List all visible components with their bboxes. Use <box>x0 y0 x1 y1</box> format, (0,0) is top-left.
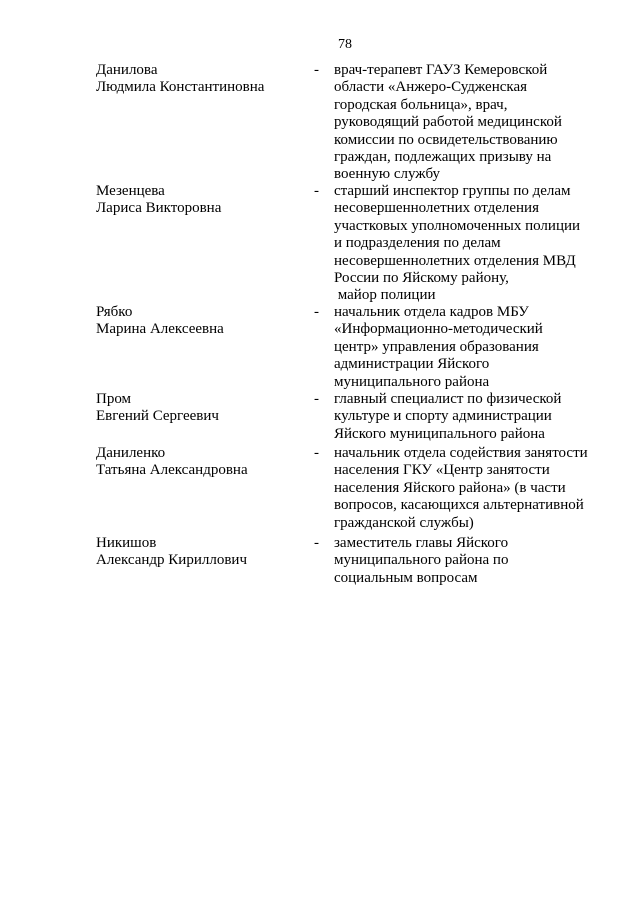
member-position <box>334 535 596 587</box>
position-line: населения ГКУ «Центр занятости <box>334 462 550 479</box>
position-line: начальник отдела кадров МБУ <box>334 304 529 320</box>
position-line: начальник отдела содействия занятости <box>334 445 588 461</box>
position-line: муниципального района <box>334 373 490 390</box>
member-entry <box>96 304 606 391</box>
separator-dash: - <box>314 445 319 461</box>
position-line: культуре и спорту администрации <box>334 408 552 425</box>
member-position <box>334 391 596 443</box>
position-line: руководящий работой медицинской <box>334 114 562 131</box>
member-given-name: Евгений Сергеевич <box>96 408 219 425</box>
member-entry <box>96 445 606 535</box>
separator-dash: - <box>314 535 319 551</box>
position-line: администрации Яйского <box>334 356 490 373</box>
member-entry <box>96 62 606 183</box>
page-number: 78 <box>338 37 352 52</box>
position-line: несовершеннолетних отделения МВД <box>334 252 576 269</box>
member-surname: Пром <box>96 391 132 407</box>
position-line: и подразделения по делам <box>334 235 501 252</box>
member-position <box>334 304 596 391</box>
member-name <box>96 304 314 339</box>
position-line: гражданской службы) <box>334 514 474 531</box>
position-line: участковых уполномоченных полиции <box>334 217 581 234</box>
member-position <box>334 183 596 305</box>
member-name <box>96 183 314 218</box>
position-line: комиссии по освидетельствованию <box>334 131 558 148</box>
position-line: главный специалист по физической <box>334 391 562 407</box>
position-line: социальным вопросам <box>334 569 478 586</box>
member-position <box>334 62 596 184</box>
member-given-name: Лариса Викторовна <box>96 200 222 217</box>
member-name <box>96 445 314 480</box>
member-name <box>96 535 314 570</box>
position-line: «Информационно-методический <box>334 321 543 338</box>
member-given-name: Александр Кириллович <box>96 552 247 569</box>
member-position <box>334 445 596 532</box>
member-entry <box>96 183 606 304</box>
member-given-name: Людмила Константиновна <box>96 79 265 96</box>
position-line: муниципального района по <box>334 552 509 569</box>
member-name <box>96 62 314 97</box>
position-line: старший инспектор группы по делам <box>334 183 571 199</box>
position-line: Яйского муниципального района <box>334 425 545 442</box>
separator-dash: - <box>314 304 319 320</box>
separator-dash: - <box>314 62 319 78</box>
position-line: населения Яйского района» (в части <box>334 479 566 496</box>
member-entry <box>96 391 606 445</box>
separator-dash: - <box>314 183 319 199</box>
position-line: области «Анжеро-Судженская <box>334 79 528 96</box>
position-line: России по Яйскому району, <box>334 270 509 287</box>
position-line: городская больница», врач, <box>334 96 508 113</box>
position-line: заместитель главы Яйского <box>334 535 509 551</box>
member-name <box>96 391 314 426</box>
position-line: военную службу <box>334 166 441 183</box>
member-entry <box>96 535 606 587</box>
member-surname: Данилова <box>96 62 158 78</box>
member-surname: Даниленко <box>96 445 166 461</box>
position-line: вопросов, касающихся альтернативной <box>334 497 584 514</box>
position-line: врач-терапевт ГАУЗ Кемеровской <box>334 62 548 78</box>
member-surname: Мезенцева <box>96 183 165 199</box>
position-line: центр» управления образования <box>334 338 539 355</box>
position-line: несовершеннолетних отделения <box>334 200 539 217</box>
position-line: майор полиции <box>334 287 436 304</box>
member-given-name: Марина Алексеевна <box>96 321 224 338</box>
position-line: граждан, подлежащих призыву на <box>334 149 552 166</box>
member-list <box>96 62 606 587</box>
member-surname: Никишов <box>96 535 157 551</box>
member-surname: Рябко <box>96 304 133 320</box>
separator-dash: - <box>314 391 319 407</box>
member-given-name: Татьяна Александровна <box>96 462 248 479</box>
